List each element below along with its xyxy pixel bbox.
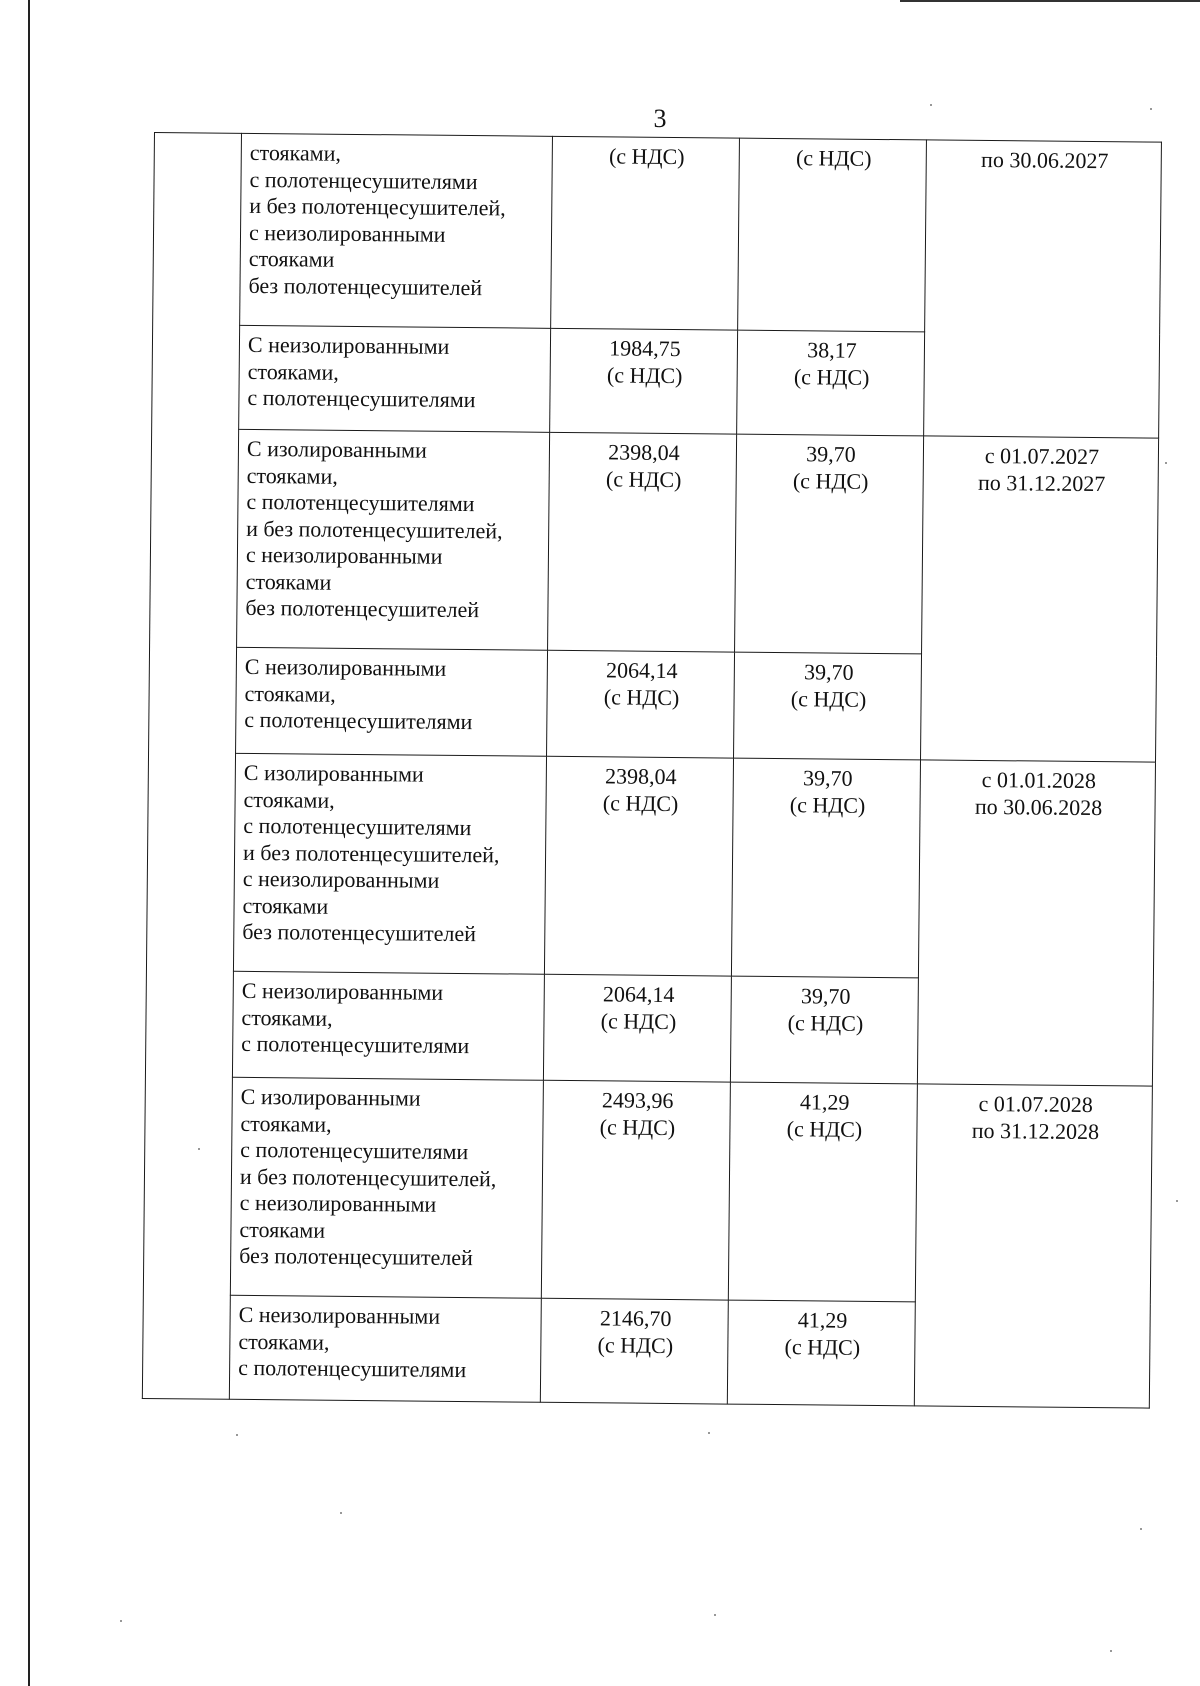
scan-top-border — [900, 0, 1200, 2]
price-cell — [540, 1298, 728, 1404]
tariff-table — [142, 132, 1162, 1409]
riser-type-cell-line: С неизолированными — [244, 653, 447, 681]
period-cell-line: по 30.06.2027 — [981, 146, 1109, 174]
riser-type-cell-line: стояками, — [247, 358, 339, 385]
period-cell-line: по 31.12.2028 — [971, 1117, 1100, 1144]
period-cell — [917, 760, 1155, 1086]
price-cell-line: 2064,14 — [605, 657, 678, 684]
riser-type-cell — [230, 1077, 543, 1298]
period-cell-line: с 01.07.2028 — [978, 1090, 1093, 1118]
page-number: 3 — [653, 104, 667, 133]
scan-speck — [120, 1620, 122, 1622]
norm-cell-line: 39,70 — [803, 659, 854, 685]
riser-type-cell — [229, 1295, 541, 1402]
price-cell-line: 2146,70 — [599, 1305, 672, 1332]
table-row — [150, 428, 1159, 656]
riser-type-cell-line: С изолированными — [246, 435, 427, 463]
riser-type-cell-line: с полотенцесушителями — [244, 706, 473, 735]
norm-cell-line: 39,70 — [802, 765, 853, 791]
norm-cell — [728, 1082, 917, 1302]
riser-type-cell-line: с неизолированными — [242, 865, 440, 893]
norm-cell-line: (с НДС) — [795, 145, 872, 171]
empty-first-column — [142, 133, 241, 1400]
riser-type-cell — [239, 325, 551, 432]
riser-type-cell — [237, 429, 550, 650]
price-cell-line: (с НДС) — [600, 1007, 677, 1034]
price-cell-line: (с НДС) — [602, 789, 679, 816]
riser-type-cell-line: стояками — [245, 568, 332, 595]
price-cell — [547, 650, 735, 758]
norm-cell — [731, 758, 920, 978]
scan-speck — [1140, 1528, 1142, 1530]
price-cell — [550, 328, 738, 434]
price-cell — [541, 1080, 730, 1300]
riser-type-cell-line: с полотенцесушителями — [238, 1354, 467, 1383]
norm-cell-line: (с НДС) — [793, 363, 870, 390]
riser-type-cell-line: и без полотенцесушителей, — [242, 839, 500, 867]
period-cell-line: с 01.07.2027 — [984, 442, 1100, 470]
table-row — [153, 133, 1162, 335]
scan-speck — [1176, 1200, 1178, 1202]
price-cell-line: 2398,04 — [608, 439, 680, 466]
riser-type-cell-line: с неизолированными — [245, 541, 443, 569]
price-cell — [548, 432, 737, 652]
period-cell-line: по 30.06.2028 — [974, 793, 1103, 820]
price-cell-line: 2398,04 — [604, 763, 677, 790]
norm-cell-line: (с НДС) — [784, 1333, 861, 1360]
scan-speck — [708, 1432, 710, 1434]
norm-cell — [738, 138, 927, 332]
table-row — [143, 1076, 1152, 1304]
riser-type-cell-line: с полотенцесушителями — [241, 1030, 470, 1059]
riser-type-cell-line: С неизолированными — [241, 977, 444, 1005]
period-cell-line: с 01.01.2028 — [981, 766, 1097, 794]
norm-cell-line: (с НДС) — [786, 1115, 863, 1142]
riser-type-cell-line: с полотенцесушителями — [243, 812, 472, 841]
riser-type-cell-line: стояками — [242, 892, 329, 919]
riser-type-cell-line: С неизолированными — [238, 1301, 441, 1329]
riser-type-cell-line: без полотенцесушителей — [239, 1242, 473, 1271]
norm-cell-line: 39,70 — [806, 441, 856, 467]
riser-type-cell-line: без полотенцесушителей — [242, 918, 477, 947]
norm-cell-line: (с НДС) — [789, 791, 866, 818]
period-cell — [914, 1084, 1152, 1408]
price-cell-line: 2064,14 — [602, 981, 675, 1008]
norm-cell — [734, 652, 922, 760]
riser-type-cell-line: стояками, — [244, 680, 336, 707]
riser-type-cell-line: с неизолированными — [248, 219, 446, 247]
riser-type-cell — [233, 753, 546, 974]
price-cell-line: (с НДС) — [606, 361, 683, 388]
norm-cell-line: 38,17 — [807, 337, 857, 363]
scan-speck — [714, 1614, 716, 1616]
riser-type-cell-line: С изолированными — [240, 1083, 421, 1111]
riser-type-cell-line: стояками, — [238, 1328, 330, 1355]
scan-speck — [930, 104, 932, 106]
riser-type-cell-line: стояками, — [246, 462, 338, 489]
riser-type-cell-line: с полотенцесушителями — [247, 384, 476, 413]
price-cell-line: (с НДС) — [599, 1113, 676, 1140]
scan-speck — [1165, 462, 1167, 464]
scan-speck — [198, 1148, 200, 1150]
norm-cell-line: (с НДС) — [790, 685, 867, 712]
period-cell-line: по 31.12.2027 — [977, 469, 1106, 496]
riser-type-cell-line: без полотенцесушителей — [248, 272, 483, 300]
scan-left-border — [28, 0, 30, 1686]
scan-speck — [236, 1434, 238, 1436]
norm-cell — [735, 434, 924, 654]
riser-type-cell-line: без полотенцесушителей — [245, 594, 480, 623]
riser-type-cell — [240, 133, 553, 328]
norm-cell-line: 41,29 — [799, 1089, 850, 1115]
norm-cell-line: (с НДС) — [787, 1009, 864, 1036]
riser-type-cell-line: стояками, — [240, 1110, 332, 1137]
price-cell-line: (с НДС) — [608, 143, 685, 170]
price-cell — [544, 756, 733, 976]
riser-type-cell-line: стояками, — [249, 139, 342, 166]
riser-type-cell-line: и без полотенцесушителей, — [239, 1163, 497, 1191]
period-cell — [921, 436, 1159, 762]
period-cell — [924, 140, 1162, 438]
riser-type-cell-line: и без полотенцесушителей, — [249, 192, 506, 221]
price-cell-line: 1984,75 — [609, 335, 681, 362]
price-cell-line: (с НДС) — [597, 1331, 674, 1358]
riser-type-cell-line: с полотенцесушителями — [249, 166, 478, 194]
norm-cell — [730, 976, 918, 1084]
norm-cell-line: 41,29 — [797, 1307, 848, 1333]
scan-speck — [1110, 1650, 1112, 1652]
riser-type-cell-line: и без полотенцесушителей, — [246, 515, 503, 543]
riser-type-cell-line: стояками, — [243, 786, 335, 813]
scan-speck — [1150, 108, 1152, 110]
riser-type-cell-line: с полотенцесушителями — [246, 488, 475, 517]
riser-type-cell-line: стояками, — [241, 1004, 333, 1031]
riser-type-cell-line: с полотенцесушителями — [240, 1136, 469, 1165]
table-row — [146, 752, 1155, 980]
price-cell-line: 2493,96 — [601, 1087, 674, 1114]
riser-type-cell — [232, 971, 544, 1080]
price-cell-line: (с НДС) — [603, 683, 680, 710]
riser-type-cell-line: С неизолированными — [247, 331, 450, 359]
norm-cell-line: (с НДС) — [792, 467, 869, 494]
norm-cell — [727, 1300, 915, 1406]
riser-type-cell-line: с неизолированными — [239, 1189, 437, 1217]
riser-type-cell — [236, 647, 548, 756]
riser-type-cell-line: стояками — [239, 1216, 326, 1243]
price-cell-line: (с НДС) — [605, 465, 682, 492]
riser-type-cell-line: С изолированными — [243, 759, 424, 787]
scan-speck — [340, 1512, 342, 1514]
norm-cell — [737, 330, 925, 436]
price-cell — [543, 974, 731, 1082]
riser-type-cell-line: стояками — [248, 245, 335, 272]
norm-cell-line: 39,70 — [800, 983, 851, 1009]
price-cell — [551, 136, 740, 330]
